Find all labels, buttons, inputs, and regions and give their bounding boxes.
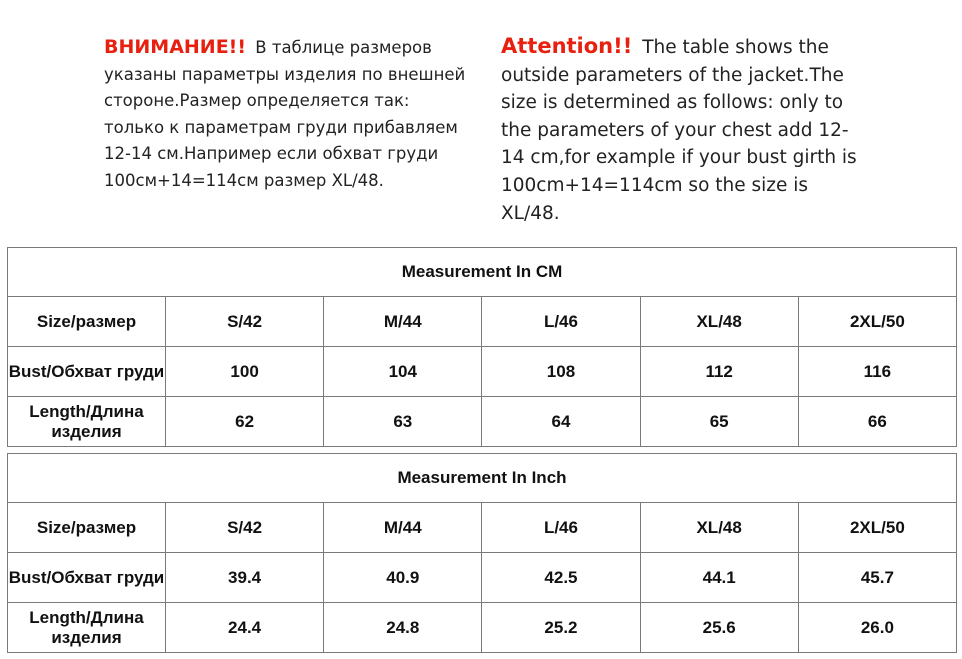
table-cell: 40.9 [324, 553, 482, 603]
table-title-row [8, 454, 957, 503]
table-cell: 116 [798, 347, 956, 397]
header-cell: Size/размер [8, 297, 166, 347]
header-cell: M/44 [324, 297, 482, 347]
table-cell: 104 [324, 347, 482, 397]
size-table-cm [7, 247, 957, 447]
table-cell: 42.5 [482, 553, 640, 603]
header-cell: Size/размер [8, 503, 166, 553]
table-cell: 24.4 [166, 603, 324, 653]
table-cell: 39.4 [166, 553, 324, 603]
table-cell: 62 [166, 397, 324, 447]
table-cell: 108 [482, 347, 640, 397]
header-cell: XL/48 [640, 503, 798, 553]
table-cell: 25.2 [482, 603, 640, 653]
table-row [8, 553, 957, 603]
table-cell: 45.7 [798, 553, 956, 603]
header-cell: L/46 [482, 297, 640, 347]
header-cell: L/46 [482, 503, 640, 553]
notice-russian [104, 34, 466, 194]
table-cell: 63 [324, 397, 482, 447]
table-title: Measurement In Inch [8, 454, 957, 503]
table-cell: 44.1 [640, 553, 798, 603]
row-label: Length/Длина изделия [8, 397, 166, 447]
header-cell: 2XL/50 [798, 503, 956, 553]
row-label: Length/Длина изделия [8, 603, 166, 653]
table-cell: 26.0 [798, 603, 956, 653]
header-cell: 2XL/50 [798, 297, 956, 347]
notice-text-en: The table shows the outside parameters of the jacket.The size is determined as follows: only to the parameters of your chest add 12-14 cm,for example if your bust girth is 100cm+14=114cm so the size is XL/48. [501, 37, 857, 224]
table-cell: 24.8 [324, 603, 482, 653]
header-cell: M/44 [324, 503, 482, 553]
size-table-inch [7, 453, 957, 653]
table-title: Measurement In CM [8, 248, 957, 297]
table-cell: 100 [166, 347, 324, 397]
warning-label-en: Attention!! [501, 34, 633, 58]
header-cell: XL/48 [640, 297, 798, 347]
table-row [8, 603, 957, 653]
table-row [8, 347, 957, 397]
notice-text-ru: В таблице размеров указаны параметры изделия по внешней стороне.Размер определяется так: только к параметрам груди прибавляем 12-14 см.Например если обхват груди 100см+14=114см размер XL/48. [104, 38, 466, 190]
header-cell: S/42 [166, 503, 324, 553]
notice-english [501, 33, 863, 227]
table-header-row [8, 503, 957, 553]
warning-label-ru: ВНИМАНИЕ!! [104, 36, 247, 58]
row-label: Bust/Обхват груди [8, 347, 166, 397]
table-cell: 65 [640, 397, 798, 447]
row-label: Bust/Обхват груди [8, 553, 166, 603]
table-cell: 64 [482, 397, 640, 447]
table-cell: 25.6 [640, 603, 798, 653]
header-cell: S/42 [166, 297, 324, 347]
table-header-row [8, 297, 957, 347]
table-row [8, 397, 957, 447]
table-cell: 66 [798, 397, 956, 447]
table-cell: 112 [640, 347, 798, 397]
table-title-row [8, 248, 957, 297]
